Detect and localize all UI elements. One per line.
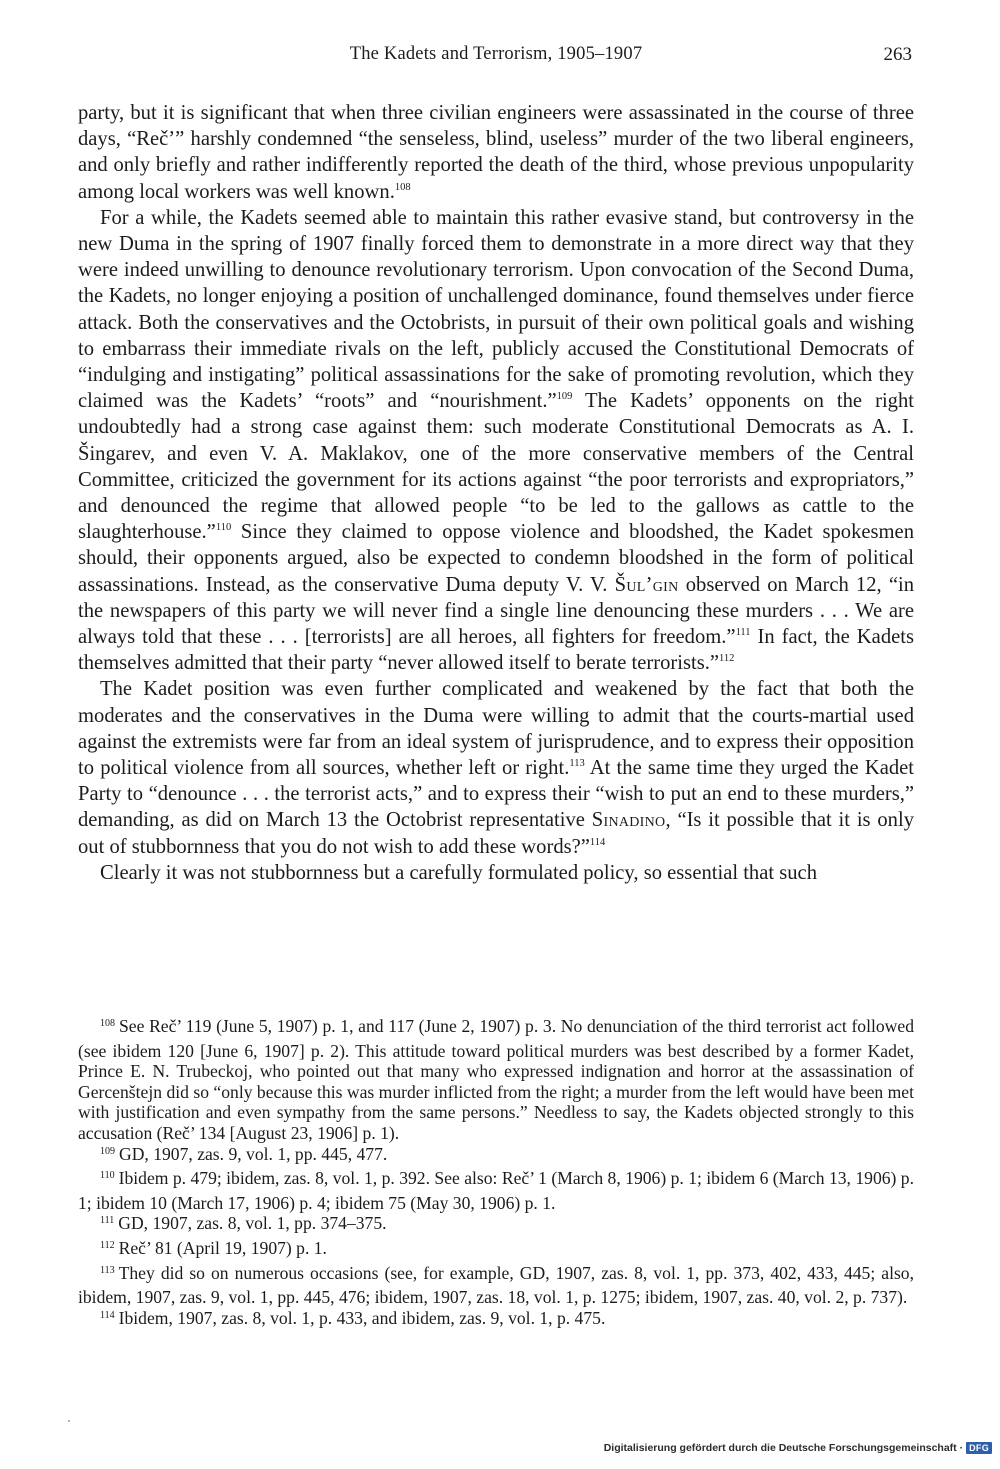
digitization-notice-text: Digitalisierung gefördert durch die Deutsche Forschungsgemeinschaft · <box>603 1442 964 1454</box>
footnote-number: 112 <box>100 1239 115 1251</box>
scan-speck <box>68 1420 70 1422</box>
footnote-text: Reč’ 81 (April 19, 1907) p. 1. <box>118 1237 327 1258</box>
paragraph-1 <box>78 100 914 205</box>
running-title: The Kadets and Terrorism, 1905–1907 <box>349 44 643 64</box>
paragraph-4-text: Clearly it was not stubbornness but a carefully formulated policy, so essential that such <box>100 861 817 884</box>
footnote-ref-111[interactable]: 111 <box>735 627 751 639</box>
footnote-number: 108 <box>100 1018 115 1029</box>
paragraph-2-text-c: Since they claimed to oppose violence and bloodshed, the Kadet spokesmen should, their opponents argued, also be expected to condemn bloodshed in the form of political assassinations. Instead, as the conservative Duma deputy V. V. <box>78 521 914 596</box>
body-text <box>78 100 914 886</box>
paragraph-3-text-b: At the same time they urged the Kadet Party to “denounce . . . the terrorist acts,” and to express their “wish to put an end to these murders,” demanding, as did on March 13 the Octobrist representative <box>78 757 914 832</box>
paragraph-3-text-c: , “Is it possible that it is only out of stubbornness that you do not wish to add these words?” <box>78 809 914 858</box>
paragraph-3-text-a: The Kadet position was even further complicated and weakened by the fact that both the moderates and the conservatives in the Duma were willing to admit that the courts-martial used against the extremists were far from an ideal system of jurisprudence, and to express their opposition to political violence from all sources, whether left or right. <box>78 678 914 780</box>
footnote-number: 113 <box>100 1264 115 1276</box>
footnote-111 <box>78 1213 914 1238</box>
footnote-113 <box>78 1263 914 1308</box>
footnote-text: They did so on numerous occasions (see, for example, GD, 1907, zas. 8, vol. 1, pp. 373, 402, 433, 445; also, ibidem, 1907, zas. 9, vol. 1, pp. 445, 476; ibidem, 1907, zas. 18, vol. 1, p. 1275; ibidem, 1907, zas. 40, vol. 2, p. 737). <box>78 1262 914 1308</box>
footnote-text: GD, 1907, zas. 9, vol. 1, pp. 445, 477. <box>119 1143 388 1164</box>
footnote-112 <box>78 1238 914 1263</box>
footnote-110 <box>78 1168 914 1213</box>
dfg-logo-icon: DFG <box>966 1442 992 1454</box>
footnote-text: GD, 1907, zas. 8, vol. 1, pp. 374–375. <box>118 1213 387 1234</box>
footnote-ref-112[interactable]: 112 <box>719 653 735 665</box>
footnote-108 <box>78 1016 914 1144</box>
paragraph-2-text-d: observed on March 12, “in the newspapers of this party we will never find a single line denouncing these murders . . . We are always told that these . . . [terrorists] are all heroes, all fighters for freedom.” <box>78 573 914 649</box>
footnote-number: 110 <box>100 1170 115 1182</box>
footnote-number: 109 <box>100 1145 115 1157</box>
paragraph-1-text: party, but it is significant that when three civilian engineers were assassinated in the course of three days, “Reč’” harshly condemned “the senseless, blind, useless” murder of the two liberal engineers, and only briefly and rather indifferently reported the death of the third, whose previous unpopularity among local workers was well known. <box>78 102 914 203</box>
footnote-ref-108[interactable]: 108 <box>394 181 411 193</box>
footnote-114 <box>78 1308 914 1333</box>
footnotes <box>78 1016 914 1332</box>
footnote-number: 111 <box>100 1215 115 1227</box>
page-number: 263 <box>883 44 912 65</box>
paragraph-2-text-e: In fact, the Kadets themselves admitted that their party “never allowed itself to berate terrorists.” <box>78 626 914 675</box>
paragraph-4 <box>78 860 914 886</box>
digitization-notice <box>604 1440 992 1456</box>
footnote-109 <box>78 1144 914 1169</box>
footnote-text: Ibidem p. 479; ibidem, zas. 8, vol. 1, p. 392. See also: Reč’ 1 (March 8, 1906) p. 1; ibidem 6 (March 13, 1906) p. 1; ibidem 10 (March 17, 1906) p. 4; ibidem 75 (May 30, 1906) p. 1. <box>78 1168 914 1213</box>
paragraph-2-text-a: For a while, the Kadets seemed able to maintain this rather evasive stand, but controversy in the new Duma in the spring of 1907 finally forced them to demonstrate in a more direct way that they were indeed unwilling to denounce revolutionary terrorism. Upon convocation of the Second Duma, the Kadets, no longer enjoying a position of unchallenged dominance, found themselves under fierce attack. Both the conservatives and the Octobrists, in pursuit of their own political goals and wishing to embarrass their immediate rivals on the left, publicly accused the Constitutional Democrats of “indulging and instigating” political assassinations for the sake of promoting revolution, which they claimed was the Kadets’ “roots” and “nourishment.” <box>78 206 914 413</box>
footnote-text: Ibidem, 1907, zas. 8, vol. 1, p. 433, and ibidem, zas. 9, vol. 1, p. 475. <box>118 1307 606 1328</box>
paragraph-2 <box>78 205 914 677</box>
deputy-name-sulgin: Šul’gin <box>614 573 679 596</box>
paragraph-2-text-b: The Kadets’ opponents on the right undoubtedly had a strong case against them: such moderate Constitutional Democrats as A. I. Šingarev, and even V. A. Maklakov, one of the more conservative members of the Central Committee, criticized the government for its actions against “the poor terrorists and expropriators,” and denounced the regime that allowed people “to be led to the gallows as cattle to the slaughterhouse.” <box>78 390 914 544</box>
footnote-ref-109[interactable]: 109 <box>556 391 573 403</box>
footnote-ref-113[interactable]: 113 <box>569 758 585 770</box>
page-header <box>78 44 914 74</box>
footnote-text: See Reč’ 119 (June 5, 1907) p. 1, and 117 (June 2, 1907) p. 3. No denunciation of the third terrorist act followed (see ibidem 120 [June 6, 1907] p. 2). This attitude toward political murders was best described by a former Kadet, Prince E. N. Trubeckoj, who pointed out that many who expressed indignation and horror at the assassination of Gercenštejn did so “only because this was murder inflicted from the right; a murder from the left would have been met with justification and even sympathy from the same persons.” Needless to say, the Kadets objected strongly to this accusation (Reč’ 134 [August 23, 1906] p. 1). <box>78 1016 914 1143</box>
paragraph-3 <box>78 676 914 859</box>
footnote-ref-110[interactable]: 110 <box>215 522 232 534</box>
footnote-number: 114 <box>100 1309 115 1321</box>
deputy-name-sinadino: Sinadino <box>591 809 666 832</box>
footnote-ref-114[interactable]: 114 <box>589 836 606 848</box>
